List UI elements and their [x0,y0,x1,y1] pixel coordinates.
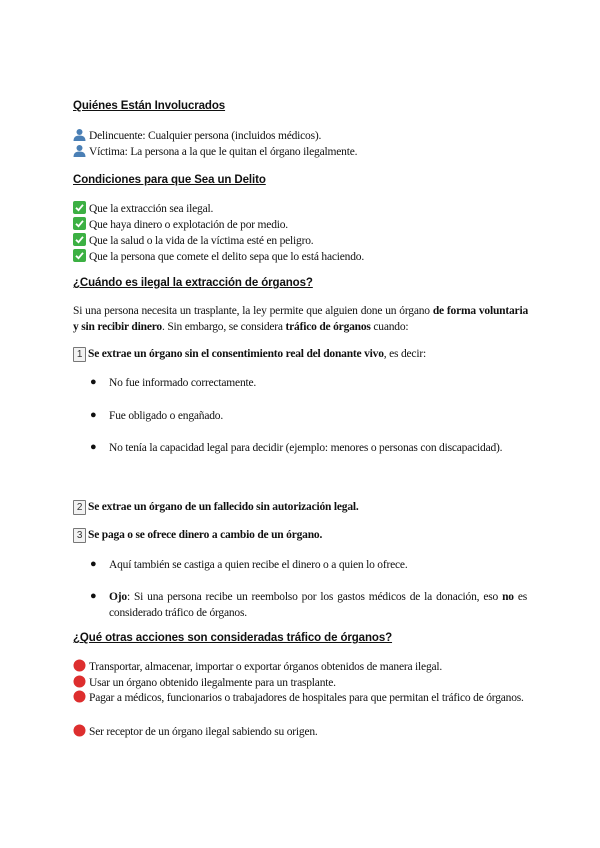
bullet-text: No fue informado correctamente. [109,377,257,389]
involved-item: Delincuente: Cualquier persona (incluidos médicos). [89,130,322,142]
bullet-text: Fue obligado o engañado. [109,410,224,422]
case-3 [73,528,322,543]
red-circle-icon [73,724,86,737]
other-item: Usar un órgano obtenido ilegalmente para un trasplante. [89,677,336,689]
bullet-icon: ● [90,376,97,388]
case-1-rest: , es decir: [383,348,426,360]
list-item [73,675,336,689]
condition-item: Que la salud o la vida de la víctima esté en peligro. [89,235,314,247]
intro-bold: tráfico de órganos [285,321,371,333]
check-mark-icon [73,201,86,214]
bullet-icon: ● [90,590,97,602]
other-item: Pagar a médicos, funcionarios o trabajadores de hospitales para que permitan el tráfico de órganos. [89,692,524,704]
check-mark-icon [73,217,86,230]
bullet-text: Aquí también se castiga a quien recibe el dinero o a quien lo ofrece. [109,559,408,571]
condition-item: Que la persona que comete el delito sepa que lo está haciendo. [89,251,364,263]
number-3-icon: 3 [73,528,86,543]
bullet-icon: ● [90,409,97,421]
involved-item: Víctima: La persona a la que le quitan el órgano ilegalmente. [89,146,358,158]
bullet-icon: ● [90,441,97,453]
number-2-icon: 2 [73,500,86,515]
bullet-icon: ● [90,558,97,570]
intro-bold: de forma voluntaria y sin recibir dinero [73,305,528,333]
case-2-title: Se extrae un órgano de un fallecido sin autorización legal. [88,501,359,513]
list-item [73,233,313,247]
red-circle-icon [73,659,86,672]
note-text: : Si una persona recibe un reembolso por los gastos médicos de la donación, eso [126,591,503,603]
heading-involved: Quiénes Están Involucrados [73,100,226,112]
heading-other: ¿Qué otras acciones son consideradas tráfico de órganos? [73,632,393,644]
list-item [73,144,357,158]
list-item [73,690,528,706]
intro-text: Si una persona necesita un trasplante, la ley permite que alguien done un órgano [73,305,433,317]
case-1-title: Se extrae un órgano sin el consentimiento real del donante vivo [88,348,384,360]
number-1-icon: 1 [73,347,86,362]
heading-conditions: Condiciones para que Sea un Delito [73,174,266,186]
note-bold: no [502,591,514,603]
case-3-title: Se paga o se ofrece dinero a cambio de un órgano. [88,529,323,541]
case-1 [73,347,426,362]
bullet-text [109,589,527,621]
list-item [73,201,213,215]
person-icon [73,128,86,141]
list-item [73,724,318,738]
red-circle-icon [73,690,86,703]
heading-illegal: ¿Cuándo es ilegal la extracción de órganos? [73,277,313,289]
list-item [73,128,321,142]
bullet-text: No tenía la capacidad legal para decidir (ejemplo: menores o personas con discapacidad). [109,442,503,454]
intro-paragraph [73,303,528,335]
list-item [73,249,364,263]
note-text: es considerado tráfico de órganos. [109,591,528,619]
case-2 [73,500,359,515]
check-mark-icon [73,249,86,262]
list-item [73,659,442,673]
condition-item: Que la extracción sea ilegal. [89,203,214,215]
red-circle-icon [73,675,86,688]
other-item: Transportar, almacenar, importar o exportar órganos obtenidos de manera ilegal. [89,661,443,673]
intro-text: cuando: [370,321,409,333]
check-mark-icon [73,233,86,246]
intro-text: . Sin embargo, se considera [161,321,286,333]
person-icon [73,144,86,157]
note-bold: Ojo [109,591,127,603]
other-item: Ser receptor de un órgano ilegal sabiendo su origen. [89,726,318,738]
list-item [73,217,288,231]
condition-item: Que haya dinero o explotación de por medio. [89,219,288,231]
